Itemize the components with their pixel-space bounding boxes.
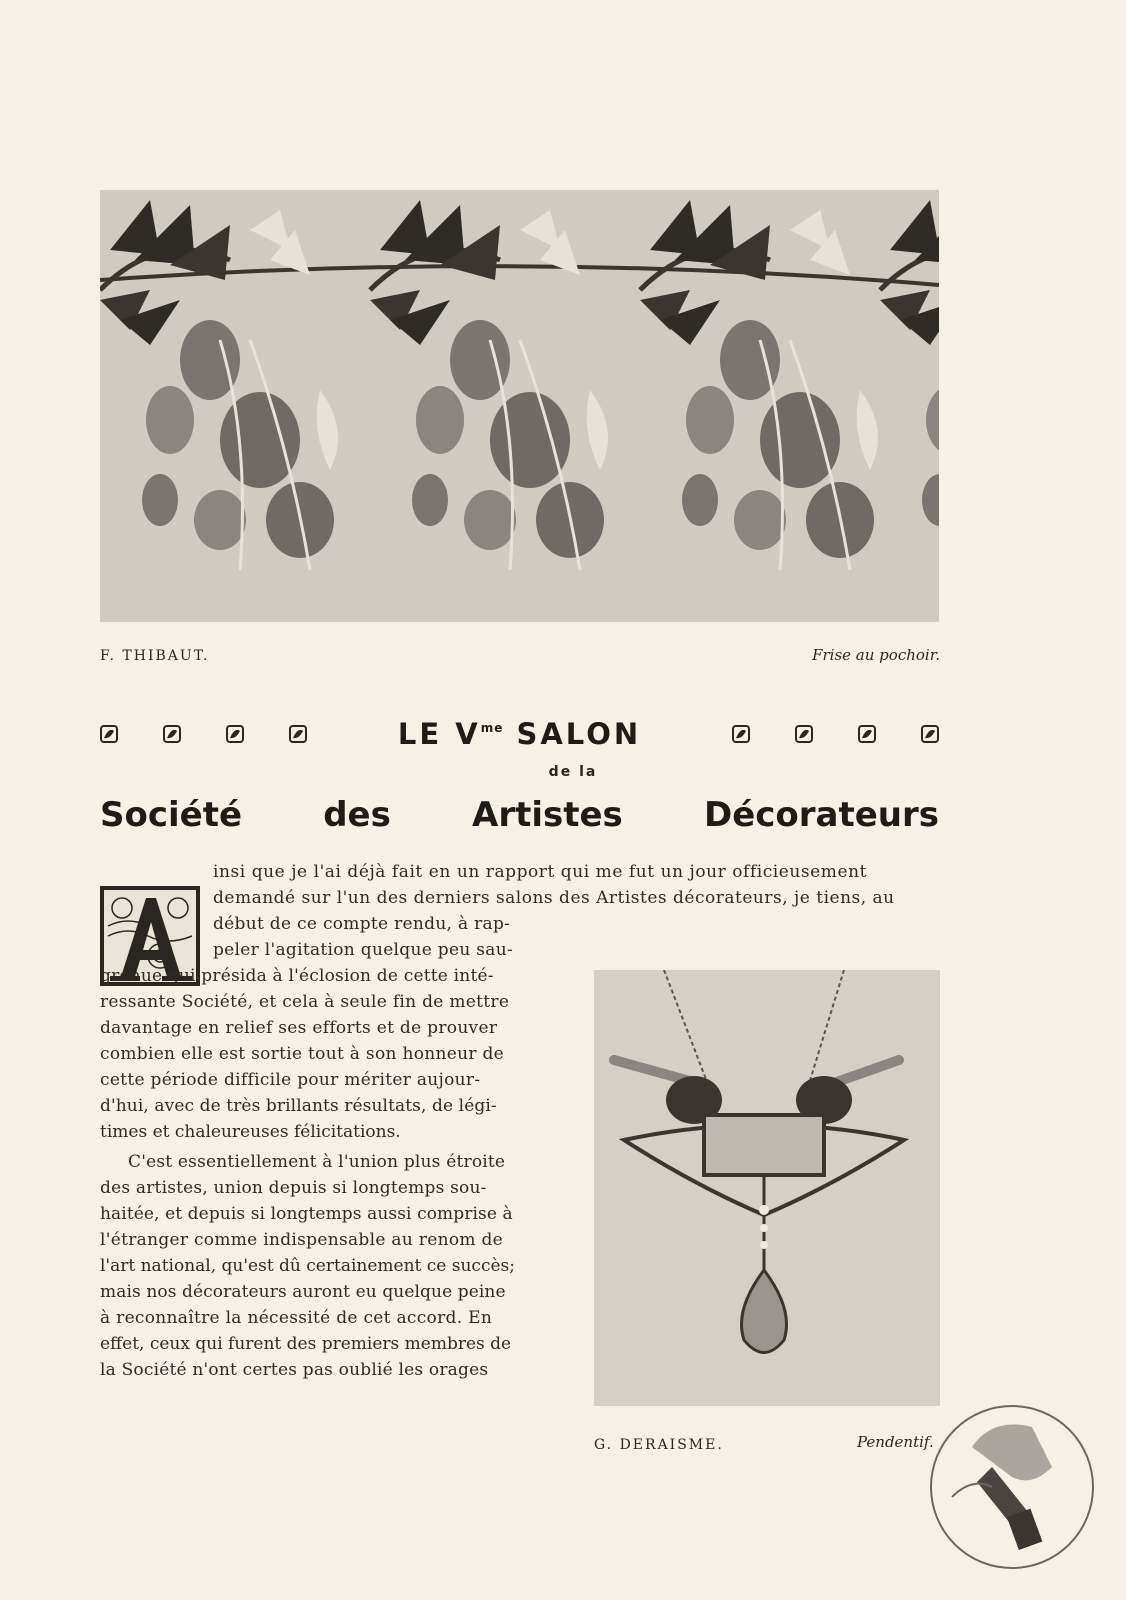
article-line: la Société n'ont certes pas oublié les orages	[100, 1360, 489, 1380]
pendant-artist-caption: G. DERAISME.	[594, 1437, 724, 1453]
hand-emblem-icon	[930, 1405, 1094, 1569]
article-line: d'hui, avec de très brillants résultats, de légi-	[100, 1096, 497, 1116]
ornament-icon	[100, 725, 118, 743]
ornament-icon	[289, 725, 307, 743]
pendant-photo	[594, 970, 940, 1406]
ornament-icon	[732, 725, 750, 743]
subtitle-word: des	[323, 795, 391, 835]
article-subtitle	[100, 795, 939, 835]
article-line: davantage en relief ses efforts et de prouver	[100, 1018, 498, 1038]
article-line: des artistes, union depuis si longtemps sou-	[100, 1178, 487, 1198]
ornament-group-left	[100, 725, 307, 743]
article-line: insi que je l'ai déjà fait en un rapport qui me fut un jour officieusement	[213, 862, 867, 882]
article-line: grenue qui présida à l'éclosion de cette inté-	[100, 966, 494, 986]
article-line: haitée, et depuis si longtemps aussi comprise à	[100, 1204, 513, 1224]
article-line: combien elle est sortie tout à son honneur de	[100, 1044, 505, 1064]
frieze-title-caption: Frise au pochoir.	[812, 646, 940, 664]
article-line: effet, ceux qui furent des premiers membres de	[100, 1334, 512, 1354]
article-line: début de ce compte rendu, à rap-	[213, 914, 511, 934]
subtitle-word: Artistes	[472, 795, 623, 835]
article-title: LE $V^{me}$ SALON	[397, 717, 642, 751]
ornament-group-right	[732, 725, 939, 743]
article-line: demandé sur l'un des derniers salons des Artistes décorateurs, je tiens, au	[213, 888, 895, 908]
article-line: peler l'agitation quelque peu sau-	[213, 940, 514, 960]
article-line: cette période difficile pour mériter aujour-	[100, 1070, 481, 1090]
title-row	[100, 712, 939, 756]
article-line: à reconnaître la nécessité de cet accord. En	[100, 1308, 493, 1328]
article-line: times et chaleureuses félicitations.	[100, 1122, 401, 1142]
title-de-la: de la	[548, 764, 598, 780]
pendant-title-caption: Pendentif.	[857, 1433, 934, 1451]
article-line: C'est essentiellement à l'union plus étroite	[128, 1152, 506, 1172]
ornament-icon	[163, 725, 181, 743]
frieze-illustration	[100, 190, 939, 622]
ornament-icon	[858, 725, 876, 743]
subtitle-word: Décorateurs	[703, 795, 939, 835]
frieze-artist-caption: F. THIBAUT.	[100, 648, 210, 664]
article-line: ressante Société, et cela à seule fin de mettre	[100, 992, 510, 1012]
ornament-icon	[226, 725, 244, 743]
article-line: l'art national, qu'est dû certainement ce succès;	[100, 1256, 515, 1276]
article-line: l'étranger comme indispensable au renom de	[100, 1230, 504, 1250]
subtitle-word: Société	[100, 795, 243, 835]
ornament-icon	[921, 725, 939, 743]
ornament-icon	[795, 725, 813, 743]
article-line: mais nos décorateurs auront eu quelque peine	[100, 1282, 506, 1302]
